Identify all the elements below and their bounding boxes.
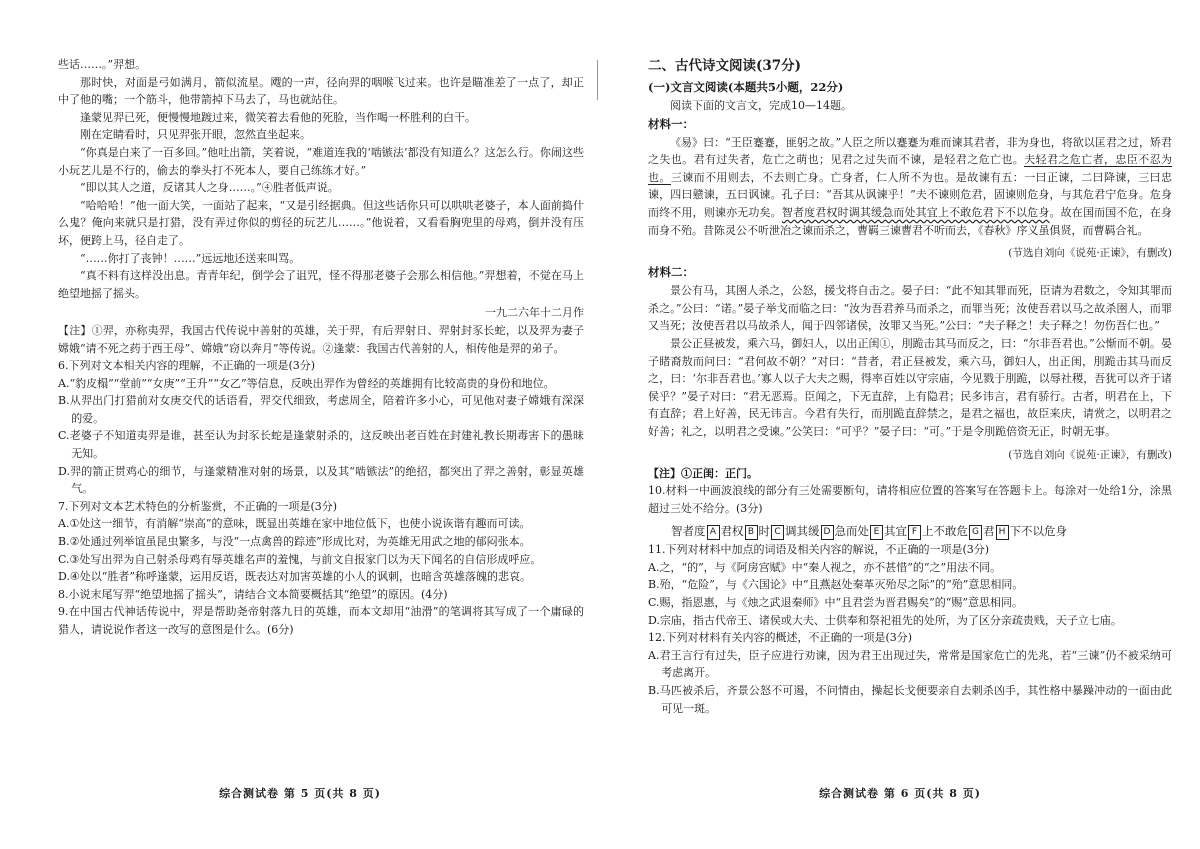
material-2-para-2: 景公正昼被发，乘六马，御妇人，以出正闺①，刖跪击其马而反之，曰：“尔非吾君也。”公惭而不朝。晏子睹裔敖而问曰：“君何故不朝？”对曰：“昔者，君正昼被发，乘六马，御妇人，出正闺，刖跪击其马而反之，曰：‘尔非吾君也。’寡人以子大夫之赐，得率百姓以守宗庙，今见戮于刖跪，以辱社稷，吾犹可以齐于诸侯乎？”晏子对曰：“君无恶焉。臣闻之，下无直辞，上有隐君；民多讳言，君有骄行。古者，明君在上，下有直辞；君上好善，民无讳言。今君有失行，而刖跪直辞禁之，是君之福也，故臣来庆，请赏之，以明君之好善；礼之，以明君之受谏。”公笑曰：“可乎？”晏子曰：“可。”于是令刖跪倍资无正，时朝无事。	[648, 336, 1172, 438]
page-footer-left: 综合测试卷 第 5 页(共 8 页)	[219, 787, 381, 800]
q7-option-b: B.②处通过列举谊虽昆虫繁多，与没“一点禽兽的踪迹”形成比对，为英雄无用武之地的郁闷张本。	[58, 535, 531, 549]
question-8: 8.小说末尾写羿“绝望地摇了摇头”，请结合文本简要概括其“绝望”的原因。(4分)	[58, 587, 448, 601]
material-1-part-c: 三谏而不用则去，不去则亡身。亡身者，仁人所不为也。是故谏有五：一曰正谏，二曰降谏，三曰忠谏，四曰戆谏，五曰讽谏。孔子曰：“吾其从讽谏乎！”夫不谏则危君，固谏则危身，与其危君宁危身。危身而终不用，则谏亦无功矣。	[648, 170, 1173, 219]
q12-option-b: B.马匹被杀后，齐景公怒不可遏，不问情由，操起长戈便要亲自去刺杀凶手，其性格中暴躁冲动的一面由此可见一斑。	[648, 684, 1172, 715]
material-1-wavy: 智者度君权时调其缓急而处其宜上不敢危君下不以危身	[781, 205, 1050, 219]
answer-box-a[interactable]: A	[707, 525, 720, 540]
seg-text: 时	[758, 524, 770, 539]
q6-option-d: D.羿的箭正贯鸡心的细节，与逢蒙精准对射的场景，以及其“啮镞法”的绝招，都突出了羿之善射，彰显英雄气。	[58, 464, 584, 496]
story-para: “哈哈哈！”他一面大笑，一面站了起来，“又是引经据典。但这些话你只可以哄哄老婆子，本人面前捣什么鬼？俺向来就只是打猎，没有弄过你似的剪径的玩艺儿……。”他说着，又看看胸兜里的母鸡，倒并没有压坏，便跨上马，径自走了。	[58, 198, 584, 247]
q10-segmentation	[648, 521, 1172, 541]
story-note: 【注】①羿，亦称夷羿，我国古代传说中善射的英雄，关于羿，有后羿射日、羿射封豕长蛇，以及羿为妻子嫦娥“请不死之药于西王母”、嫦娥“窃以奔月”等传说。②逢蒙：我国古代善射的人，相传他是羿的弟子。	[58, 323, 584, 355]
source-1: (节选自刘向《说苑·正谏》，有删改)	[1008, 247, 1172, 260]
right-page	[600, 0, 1200, 849]
q6-option-c: C.老婆子不知道夷羿是谁，甚至认为封豕长蛇是逢蒙射杀的，这反映出老百姓在封建礼教长期毒害下的愚昧无知。	[58, 429, 584, 461]
section-title: 二、古代诗文阅读(37分)	[648, 58, 802, 74]
seg-text: 其宜	[884, 524, 907, 539]
q11-option-d: D.宗庙，指古代帝王、诸侯或大夫、士供奉和祭祀祖先的处所，为了区分亲疏贵贱，天子立七庙。	[648, 613, 1122, 627]
answer-box-e[interactable]: E	[870, 525, 883, 540]
story-para: 逢蒙见羿已死，便慢慢地踱过来，微笑着去看他的死脸，当作喝一杯胜利的白干。	[80, 110, 476, 124]
answer-box-g[interactable]: G	[969, 525, 982, 540]
seg-text: 君	[983, 524, 995, 539]
seg-text: 智者度	[671, 524, 706, 539]
source-2: (节选自刘向《说苑·正谏》，有删改)	[1008, 448, 1172, 461]
material-1-part-a: 《易》曰：“王臣蹇蹇，匪躬之故。”人臣之所以蹇蹇为难而谏其君者，非为身也，将欲以匡君之过，矫君之失也。君有过失者，危亡之萌也；见君之过失而不谏，是轻君之危亡也。	[648, 135, 1172, 167]
story-para: 那时快，对面是弓如满月，箭似流星。飕的一声，径向羿的咽喉飞过来。也许是瞄准差了一点了，却正中了他的嘴；一个筋斗，他带箭掉下马去了，马也就站住。	[58, 75, 584, 107]
material-1-part-d: 。故在国而国不危，在身而身不殆。昔陈灵公不听泄冶之谏而杀之，曹羁三谏曹君不听而去，《春秋》序义虽俱贤，而曹羁合礼。	[648, 205, 1173, 237]
q7-option-a: A.①处这一细节，有消解“崇高”的意味，既显出英雄在家中地位低下，也使小说诙谐有趣而可读。	[58, 517, 531, 531]
question-11: 11.下列对材料中加点的词语及相关内容的解说，不正确的一项是(3分)	[648, 543, 990, 557]
subsection-title: (一)文言文阅读(本题共5小题，22分)	[648, 80, 844, 94]
story-para: “你真是白来了一百多回。”他吐出箭，笑着说，“难道连我的‘啮镞法’都没有知道么？这怎么行。你闹这些小玩艺儿是不行的，偷去的拳头打不死本人，要自己练练才好。”	[58, 145, 584, 177]
instructions: 阅读下面的文言文，完成10—14题。	[670, 99, 852, 112]
question-6: 6.下列对文本相关内容的理解，不正确的一项是(3分)	[58, 359, 316, 373]
question-7: 7.下列对文本艺术特色的分析鉴赏，不正确的一项是(3分)	[58, 499, 338, 513]
seg-text: 上不敢危	[922, 524, 968, 539]
story-para: 些话……。”羿想。	[58, 58, 147, 71]
story-para: 刚在定睛看时，只见羿张开眼，忽然直坐起来。	[80, 128, 311, 142]
material-2-para-1: 景公有马，其圉人杀之，公怒，援戈将自击之。晏子曰：“此不知其罪而死，臣请为君数之，令知其罪而杀之。”公曰：“诺。”晏子举戈而临之曰：“汝为吾君养马而杀之，而罪当死；汝使吾君以马之故杀圉人，而罪又当死；汝使吾君以马故杀人，闻于四邻诸侯，汝罪又当死。”公曰：“夫子释之！夫子释之！勿伤吾仁也。”	[648, 284, 1172, 333]
material-2-label: 材料二：	[648, 265, 694, 280]
question-9: 9.在中国古代神话传说中，羿是帮助尧帝射落九日的英雄，而本文却用“油滑”的笔调将其写成了一个庸碌的猎人，请说说作者这一改写的意图是什么。(6分)	[58, 605, 584, 636]
story-date: 一九二六年十二月作	[485, 306, 584, 320]
answer-box-c[interactable]: C	[771, 525, 784, 540]
q11-option-b: B.殆，“危险”，与《六国论》中“且燕赵处秦革灭殆尽之际”的“殆”意思相同。	[648, 578, 1024, 592]
question-12: 12.下列对材料有关内容的概述，不正确的一项是(3分)	[648, 631, 913, 645]
answer-box-h[interactable]: H	[996, 525, 1009, 540]
answer-box-d[interactable]: D	[821, 525, 834, 540]
q6-option-a: A.“豹皮榻”“堂前”“女庚”“王升”“女乙”等信息，反映出羿作为曾经的英雄拥有比较高贵的身份和地位。	[58, 376, 555, 390]
q7-option-d: D.④处以“胜者”称呼逢蒙，运用反语，既表达对加害英雄的小人的讽刺，也暗含英雄落魄的悲哀。	[58, 570, 532, 584]
q7-option-c: C.③处写出羿为自己射杀母鸡有辱英雄名声的羞愧，与前文自报家门以为天下闻名的自信形成呼应。	[58, 552, 542, 566]
story-para: “……你打了丧钟！……”远远地还送来叫骂。	[80, 251, 301, 265]
question-10: 10.材料一中画波浪线的部分有三处需要断句，请将相应位置的答案写在答题卡上。每涂对一处给1分，涂黑超过三处不给分。(3分)	[648, 484, 1172, 515]
seg-text: 急而处	[834, 524, 869, 539]
seg-text: 下不以危身	[1009, 524, 1067, 539]
q12-option-a: A.君王言行有过失，臣子应进行劝谏，因为君王出现过失，常常是国家危亡的先兆，若“三谏”仍不被采纳可考虑离开。	[648, 648, 1172, 680]
answer-box-b[interactable]: B	[745, 525, 758, 540]
q6-option-b: B.从羿出门打猎前对女庚交代的话语看，羿交代细致，考虑周全，陪着许多小心，可见他对妻子嫦娥有深深的爱。	[58, 394, 584, 425]
seg-text: 君权	[720, 524, 744, 539]
material-1-underlined: 夫轻君之危亡者，忠臣不忍为也。	[648, 153, 1173, 184]
material-1-label: 材料一：	[648, 116, 694, 131]
page-divider	[597, 60, 598, 100]
story-para: “真不料有这样没出息。青青年纪，倒学会了诅咒，怪不得那老婆子会那么相信他。”羿想着，不觉在马上绝望地摇了摇头。	[58, 269, 584, 300]
page-footer-right: 综合测试卷 第 6 页(共 8 页)	[819, 787, 981, 800]
q11-option-c: C.赐，指恩惠，与《烛之武退秦师》中“且君尝为晋君赐矣”的“赐”意思相同。	[648, 596, 1024, 610]
material-note: 【注】①正闺：正门。	[648, 466, 758, 480]
story-para: “即以其人之道，反诸其人之身……。”④胜者低声说。	[80, 181, 339, 195]
q11-option-a: A.之，“的”，与《阿房宫赋》中“秦人视之，亦不甚惜”的“之”用法不同。	[648, 560, 1002, 574]
material-1-text	[648, 134, 1172, 240]
seg-text: 调其缓	[785, 524, 820, 539]
answer-box-f[interactable]: F	[908, 525, 921, 540]
